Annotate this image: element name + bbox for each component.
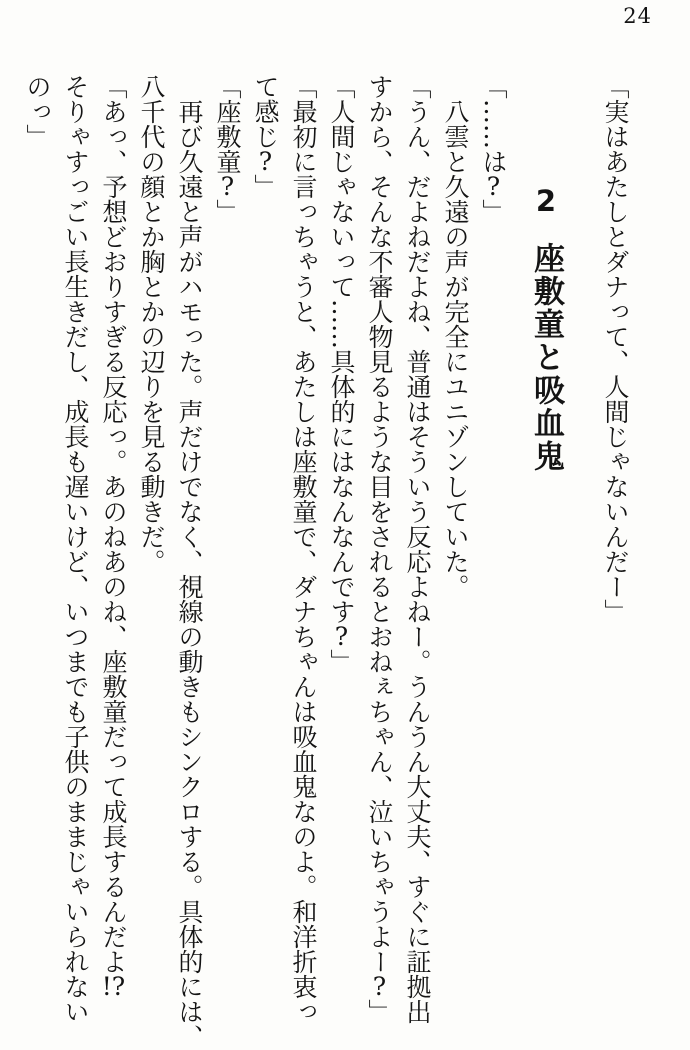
- text-line: 「人間じゃないって……具体的にはなんなんです?」: [327, 74, 356, 674]
- vertical-text-block: [18, 74, 634, 1050]
- chapter-title: 座敷童と吸血鬼: [528, 242, 564, 473]
- chapter-heading: [524, 74, 568, 1050]
- text-line: て感じ?」: [251, 74, 280, 199]
- text-line: 「……は?」: [479, 74, 508, 224]
- text-line: 「うん、だよねだよね、普通はそういう反応よねー。うんうん大丈夫、すぐに証拠出: [403, 74, 432, 1024]
- page-number: 24: [623, 4, 652, 28]
- text-line: 八雲と久遠の声が完全にユニゾンしていた。: [441, 99, 470, 599]
- text-line: すから、そんな不審人物見るような目をされるとおねぇちゃん、泣いちゃうよー?」: [365, 74, 394, 1024]
- chapter-number: 2: [529, 184, 563, 218]
- text-line: そりゃすっごい長生きだし、成長も遅いけど、いつまでも子供のままじゃいられない: [61, 74, 90, 1024]
- text-line: 「座敷童?」: [213, 74, 242, 224]
- text-line: のっ」: [23, 74, 52, 149]
- text-line: 再び久遠と声がハモった。声だけでなく、視線の動きもシンクロする。具体的には、: [175, 99, 204, 1049]
- text-line: 八千代の顔とか胸とかの辺りを見る動きだ。: [137, 74, 166, 574]
- text-line: 「実はあたしとダナって、人間じゃないんだー」: [601, 74, 630, 624]
- text-line: 「最初に言っちゃうと、あたしは座敷童で、ダナちゃんは吸血鬼なのよ。和洋折衷っ: [289, 74, 318, 1024]
- text-line: 「あっ、予想どおりすぎる反応っ。あのねあのね、座敷童だって成長するんだよ!?: [99, 74, 128, 999]
